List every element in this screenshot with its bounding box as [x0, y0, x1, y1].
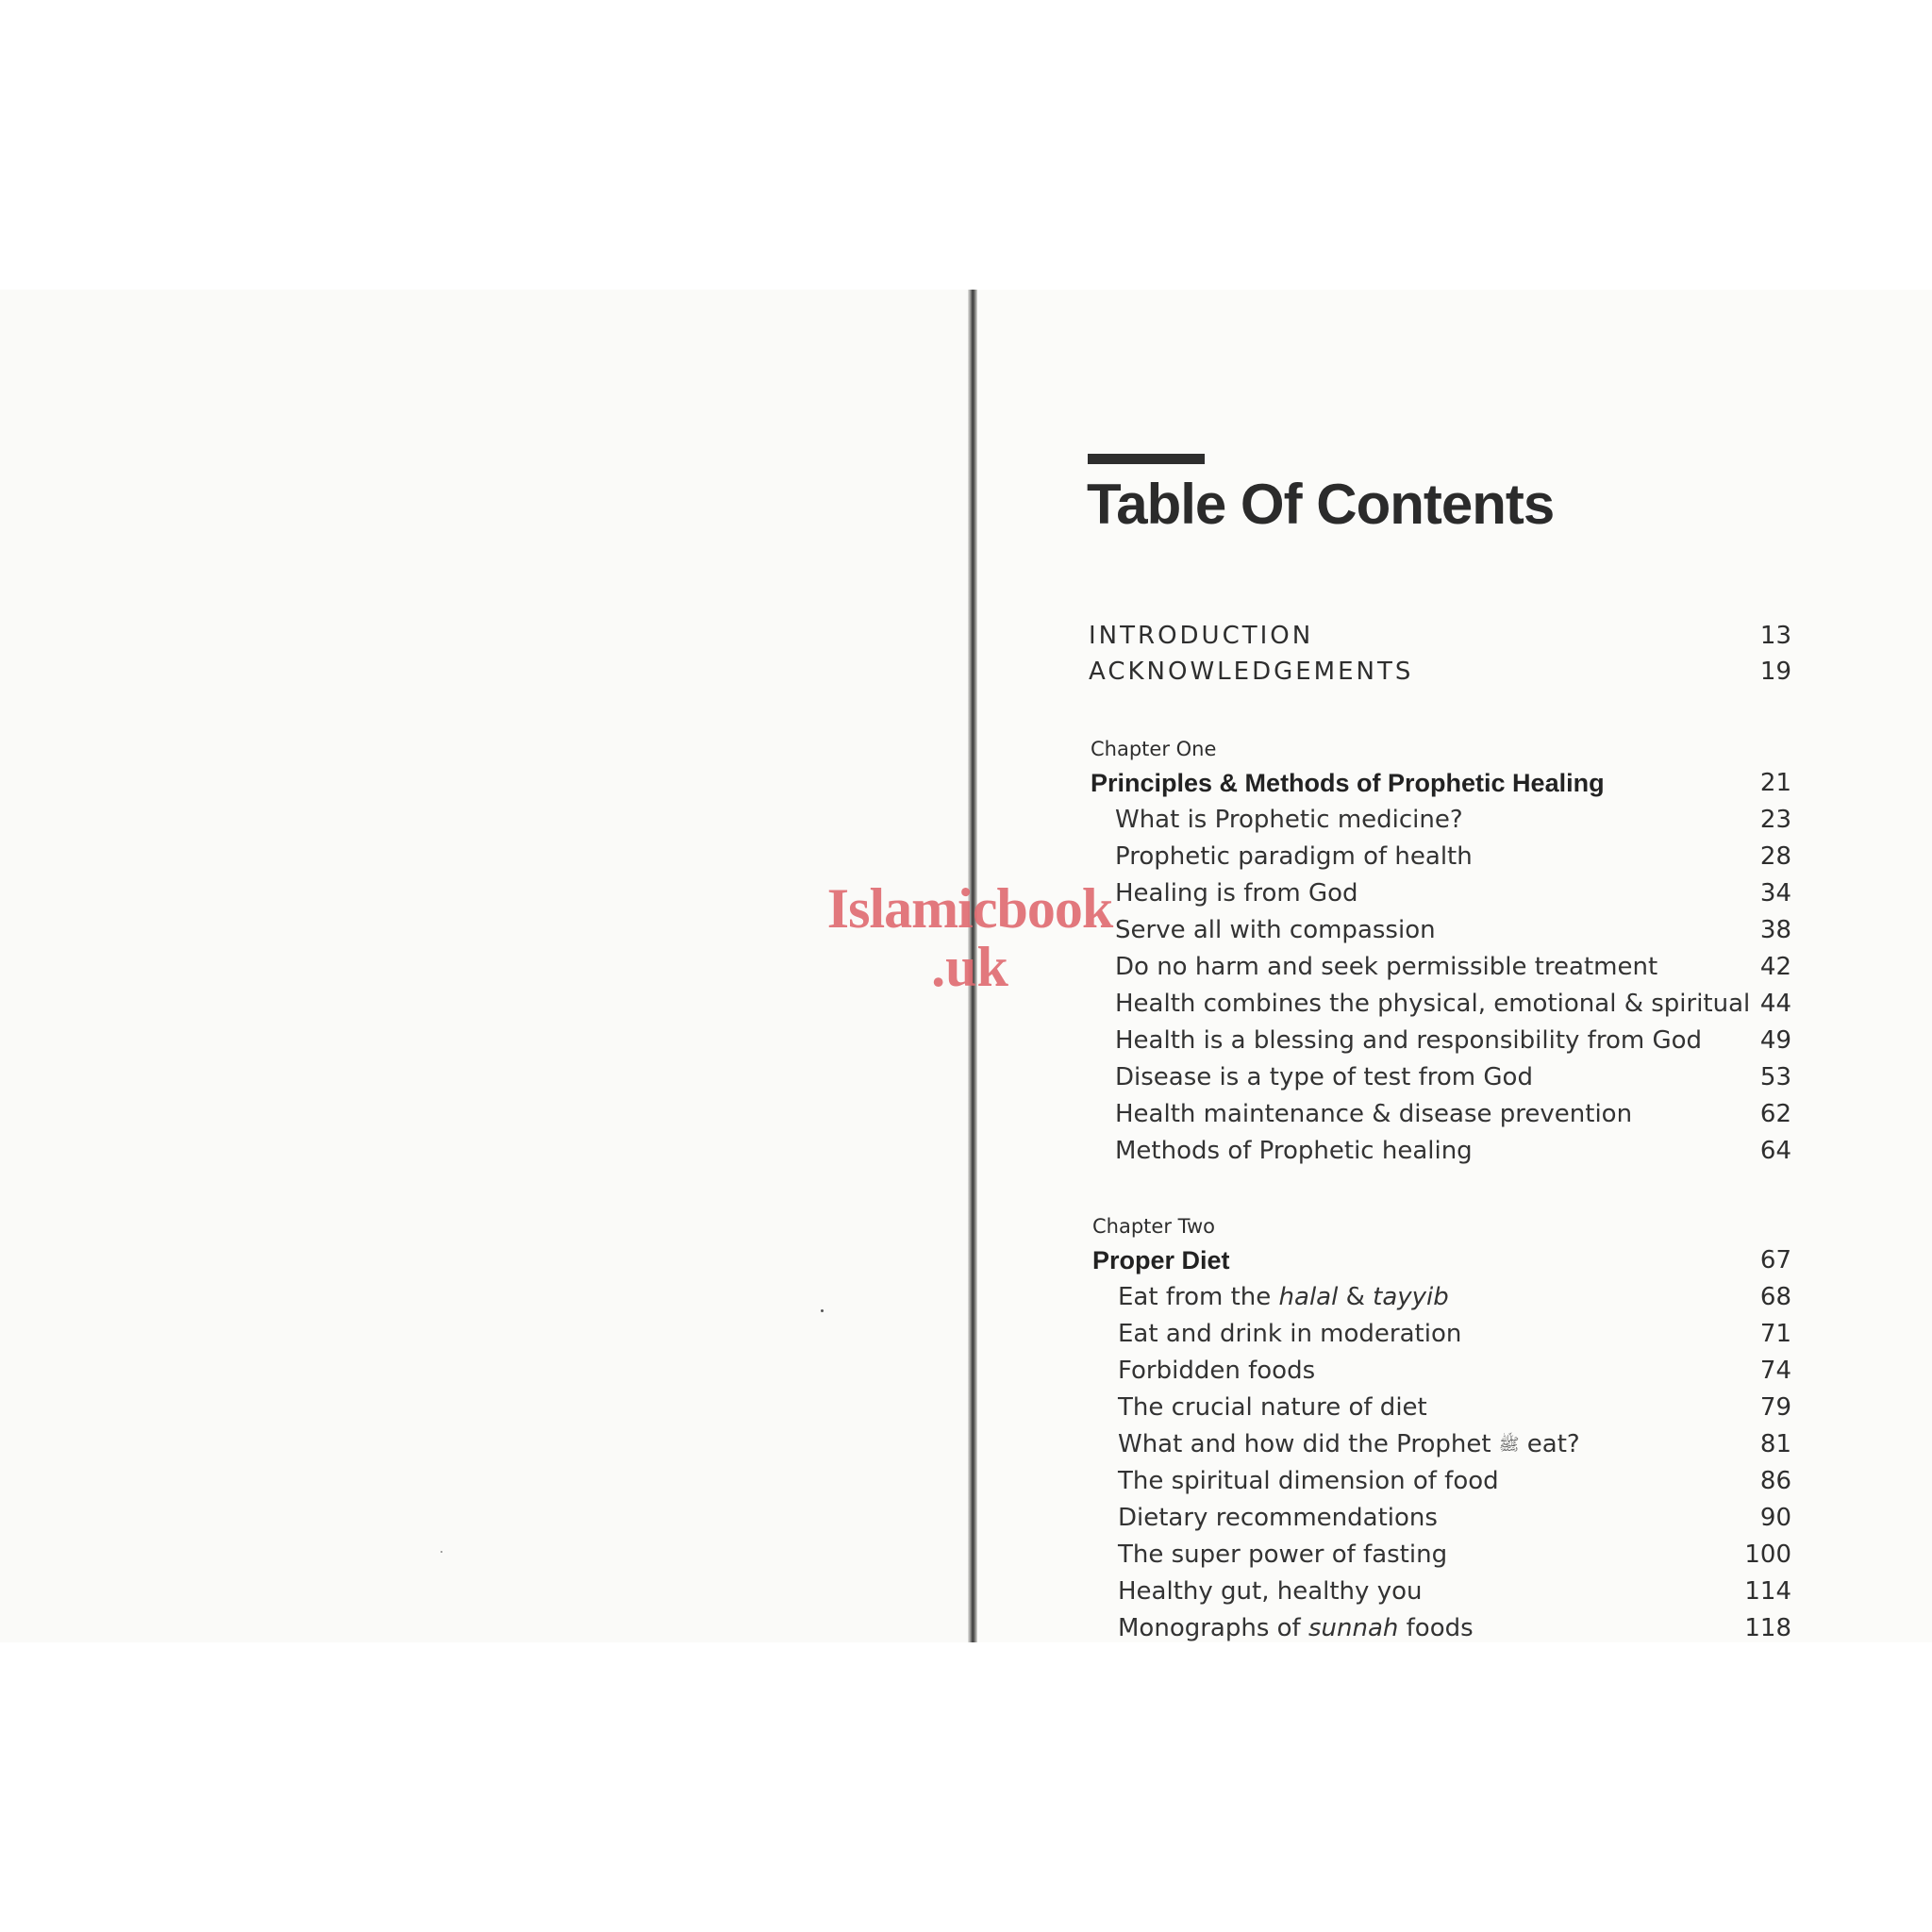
toc-page-number: 62 — [1759, 1100, 1791, 1128]
toc-page-number: 74 — [1759, 1357, 1791, 1385]
watermark — [800, 879, 1140, 996]
toc-page-number: 81 — [1759, 1430, 1791, 1458]
toc-entry-label: Health maintenance & disease prevention — [1115, 1100, 1633, 1128]
toc-entry-label: Health combines the physical, emotional & spiritual — [1115, 990, 1751, 1018]
toc-entry — [0, 1095, 1932, 1133]
toc-entry — [0, 1536, 1932, 1574]
toc-page-number: 71 — [1759, 1320, 1791, 1348]
toc-entry-acknowledgements — [0, 653, 1932, 691]
toc-entry-label: The crucial nature of diet — [1118, 1393, 1427, 1422]
toc-page-number: 13 — [1759, 622, 1791, 650]
chapter-label-text: Chapter One — [1091, 738, 1217, 760]
toc-page-number: 79 — [1759, 1393, 1791, 1422]
watermark-line-1: Islamicbook — [826, 877, 1113, 940]
chapter-title — [0, 764, 1932, 802]
toc-page-number: 68 — [1759, 1283, 1791, 1311]
toc-entry — [0, 1609, 1932, 1647]
toc-page-number: 90 — [1759, 1504, 1791, 1532]
toc-entry — [0, 1499, 1932, 1537]
toc-entry-introduction — [0, 617, 1932, 655]
toc-page-number: 49 — [1759, 1026, 1791, 1055]
toc-entry — [0, 1352, 1932, 1390]
toc-entry — [0, 1462, 1932, 1500]
toc-entry — [0, 1132, 1932, 1170]
toc-entry-label: What and how did the Prophet ﷺ eat? — [1118, 1425, 1580, 1464]
title-rule — [1088, 454, 1205, 464]
toc-entry-label: Serve all with compassion — [1115, 916, 1436, 944]
toc-page-number: 44 — [1759, 990, 1791, 1018]
toc-page-number: 42 — [1759, 953, 1791, 981]
toc-entry-label: The super power of fasting — [1118, 1541, 1448, 1569]
toc-entry-label: Prophetic paradigm of health — [1115, 842, 1473, 871]
toc-entry-label: What is Prophetic medicine? — [1115, 806, 1463, 834]
toc-entry — [0, 838, 1932, 875]
toc-entry-label: INTRODUCTION — [1089, 622, 1314, 650]
chapter-title-text: Principles & Methods of Prophetic Healing — [1091, 769, 1605, 797]
toc-entry-label: Eat from the halal & tayyib — [1118, 1283, 1449, 1311]
toc-page-number: 21 — [1759, 769, 1791, 797]
chapter-title-text: Proper Diet — [1092, 1246, 1230, 1274]
toc-entry — [0, 1278, 1932, 1316]
toc-entry — [0, 801, 1932, 839]
toc-entry-label: Forbidden foods — [1118, 1357, 1316, 1385]
toc-page-number: 100 — [1744, 1541, 1791, 1569]
toc-page-number: 34 — [1759, 879, 1791, 908]
toc-page-number: 67 — [1759, 1246, 1791, 1274]
toc-entry-label: Dietary recommendations — [1118, 1504, 1438, 1532]
toc-page-number: 53 — [1759, 1063, 1791, 1091]
toc-entry-label: Eat and drink in moderation — [1118, 1320, 1462, 1348]
honorific-glyph: ﷺ — [1498, 1434, 1520, 1455]
watermark-line-2: .uk — [931, 936, 1008, 998]
page-title: Table Of Contents — [1087, 473, 1555, 536]
toc-entry-label: Healing is from God — [1115, 879, 1358, 908]
toc-entry-label: Do no harm and seek permissible treatment — [1115, 953, 1658, 981]
chapter-label — [0, 730, 1932, 768]
toc-page-number: 86 — [1759, 1467, 1791, 1495]
toc-entry — [0, 1315, 1932, 1353]
toc-page-number: 28 — [1759, 842, 1791, 871]
toc-entry-label: The spiritual dimension of food — [1118, 1467, 1499, 1495]
toc-entry-label: ACKNOWLEDGEMENTS — [1089, 658, 1414, 686]
toc-entry — [0, 1058, 1932, 1096]
toc-page-number: 23 — [1759, 806, 1791, 834]
chapter-label-text: Chapter Two — [1092, 1215, 1216, 1238]
toc-entry-label: Monographs of sunnah foods — [1118, 1614, 1474, 1642]
toc-page-number: 38 — [1759, 916, 1791, 944]
chapter-title — [0, 1241, 1932, 1279]
toc-entry-label: Health is a blessing and responsibility from God — [1115, 1026, 1703, 1055]
toc-page-number: 64 — [1759, 1137, 1791, 1165]
toc-entry — [0, 1573, 1932, 1610]
toc-entry — [0, 1389, 1932, 1426]
toc-entry — [0, 1425, 1932, 1463]
toc-entry — [0, 1022, 1932, 1059]
toc-page-number: 19 — [1759, 658, 1791, 686]
toc-entry-label: Methods of Prophetic healing — [1115, 1137, 1473, 1165]
toc-page-number: 114 — [1744, 1577, 1791, 1606]
chapter-label — [0, 1208, 1932, 1245]
toc-entry-label: Disease is a type of test from God — [1115, 1063, 1533, 1091]
toc-page-number: 118 — [1744, 1614, 1791, 1642]
toc-entry-label: Healthy gut, healthy you — [1118, 1577, 1423, 1606]
